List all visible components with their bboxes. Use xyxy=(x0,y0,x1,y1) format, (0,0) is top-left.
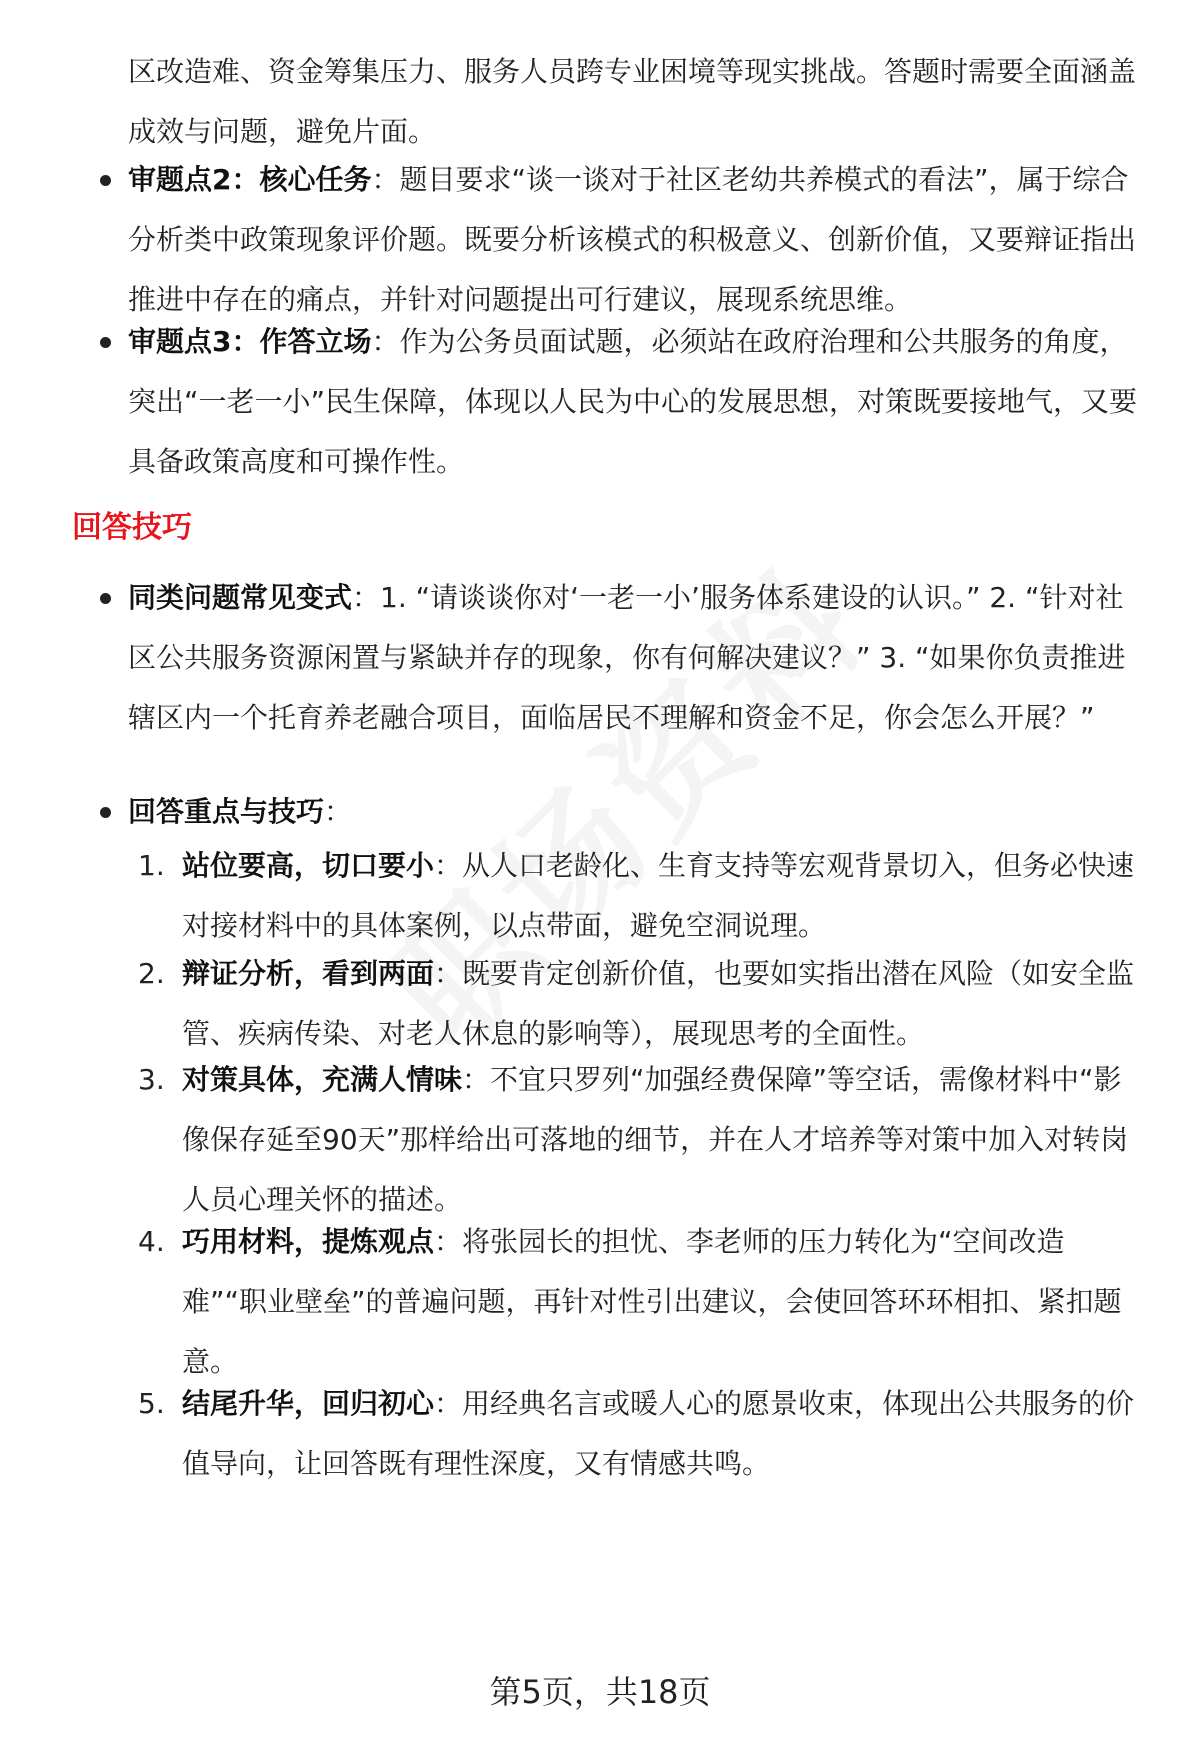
tip-sep: ： xyxy=(352,581,381,614)
item-label: 巧用材料，提炼观点 xyxy=(182,1225,435,1258)
review-point-label: 审题点3：作答立场 xyxy=(128,325,372,358)
item-sep: ： xyxy=(434,1225,463,1258)
item-number: 2. xyxy=(138,957,165,990)
review-point-sep: ： xyxy=(371,163,400,196)
item-label: 对策具体，充满人情味 xyxy=(182,1063,463,1096)
item-text: 将张园长的担忧、李老师的压力转化为“空间改造难”“职业壁垒”的普遍问题，再针对性引出建议，会使回答环环相扣、紧扣题意。 xyxy=(182,1225,1122,1378)
intro-text: 区改造难、资金筹集压力、服务人员跨专业困境等现实挑战。答题时需要全面涵盖成效与问题，避免片面。 xyxy=(128,55,1137,148)
section-title: 回答技巧 xyxy=(72,510,192,545)
tip-key-points xyxy=(128,782,1138,842)
item-label: 站位要高，切口要小 xyxy=(182,849,435,882)
intro-paragraph xyxy=(128,42,1138,162)
item-sep: ： xyxy=(434,1387,463,1420)
numbered-item-4 xyxy=(138,1212,1138,1392)
review-point-3 xyxy=(128,312,1138,492)
review-point-label: 审题点2：核心任务 xyxy=(128,163,372,196)
review-point-2 xyxy=(128,150,1138,330)
item-number: 3. xyxy=(138,1063,165,1096)
numbered-item-5 xyxy=(138,1374,1138,1494)
tip-sep: ： xyxy=(324,795,353,828)
tip-text: 1. “请谈谈你对‘一老一小’服务体系建设的认识。” 2. “针对社区公共服务资源闲置与紧缺并存的现象，你有何解决建议？” 3. “如果你负责推进辖区内一个托育养老融合项目，面临居民不理解和资金不足，你会怎么开展？” xyxy=(128,581,1126,734)
item-text: 既要肯定创新价值，也要如实指出潜在风险（如安全监管、疾病传染、对老人休息的影响等），展现思考的全面性。 xyxy=(182,957,1135,1050)
page-number-footer: 第5页，共18页 xyxy=(489,1673,711,1711)
tip-label: 回答重点与技巧 xyxy=(128,795,325,828)
item-number: 4. xyxy=(138,1225,165,1258)
item-number: 1. xyxy=(138,849,165,882)
item-number: 5. xyxy=(138,1387,165,1420)
item-label: 辩证分析，看到两面 xyxy=(182,957,435,990)
item-text: 从人口老龄化、生育支持等宏观背景切入，但务必快速对接材料中的具体案例，以点带面，避免空洞说理。 xyxy=(182,849,1135,942)
tip-variants xyxy=(128,568,1138,748)
review-point-text: 题目要求“谈一谈对于社区老幼共养模式的看法”，属于综合分析类中政策现象评价题。既要分析该模式的积极意义、创新价值，又要辩证指出推进中存在的痛点，并针对问题提出可行建议，展现系统思维。 xyxy=(128,163,1137,316)
item-label: 结尾升华，回归初心 xyxy=(182,1387,435,1420)
item-sep: ： xyxy=(434,849,463,882)
numbered-item-1 xyxy=(138,836,1138,956)
item-text: 用经典名言或暖人心的愿景收束，体现出公共服务的价值导向，让回答既有理性深度，又有情感共鸣。 xyxy=(182,1387,1135,1480)
review-point-text: 作为公务员面试题，必须站在政府治理和公共服务的角度，突出“一老一小”民生保障，体现以人民为中心的发展思想，对策既要接地气，又要具备政策高度和可操作性。 xyxy=(128,325,1138,478)
item-sep: ： xyxy=(434,957,463,990)
tip-label: 同类问题常见变式 xyxy=(128,581,353,614)
numbered-item-3 xyxy=(138,1050,1138,1230)
item-text: 不宜只罗列“加强经费保障”等空话，需像材料中“影像保存延至90天”那样给出可落地的细节，并在人才培养等对策中加入对转岗人员心理关怀的描述。 xyxy=(182,1063,1129,1216)
item-sep: ： xyxy=(462,1063,491,1096)
numbered-item-2 xyxy=(138,944,1138,1064)
review-point-sep: ： xyxy=(371,325,400,358)
